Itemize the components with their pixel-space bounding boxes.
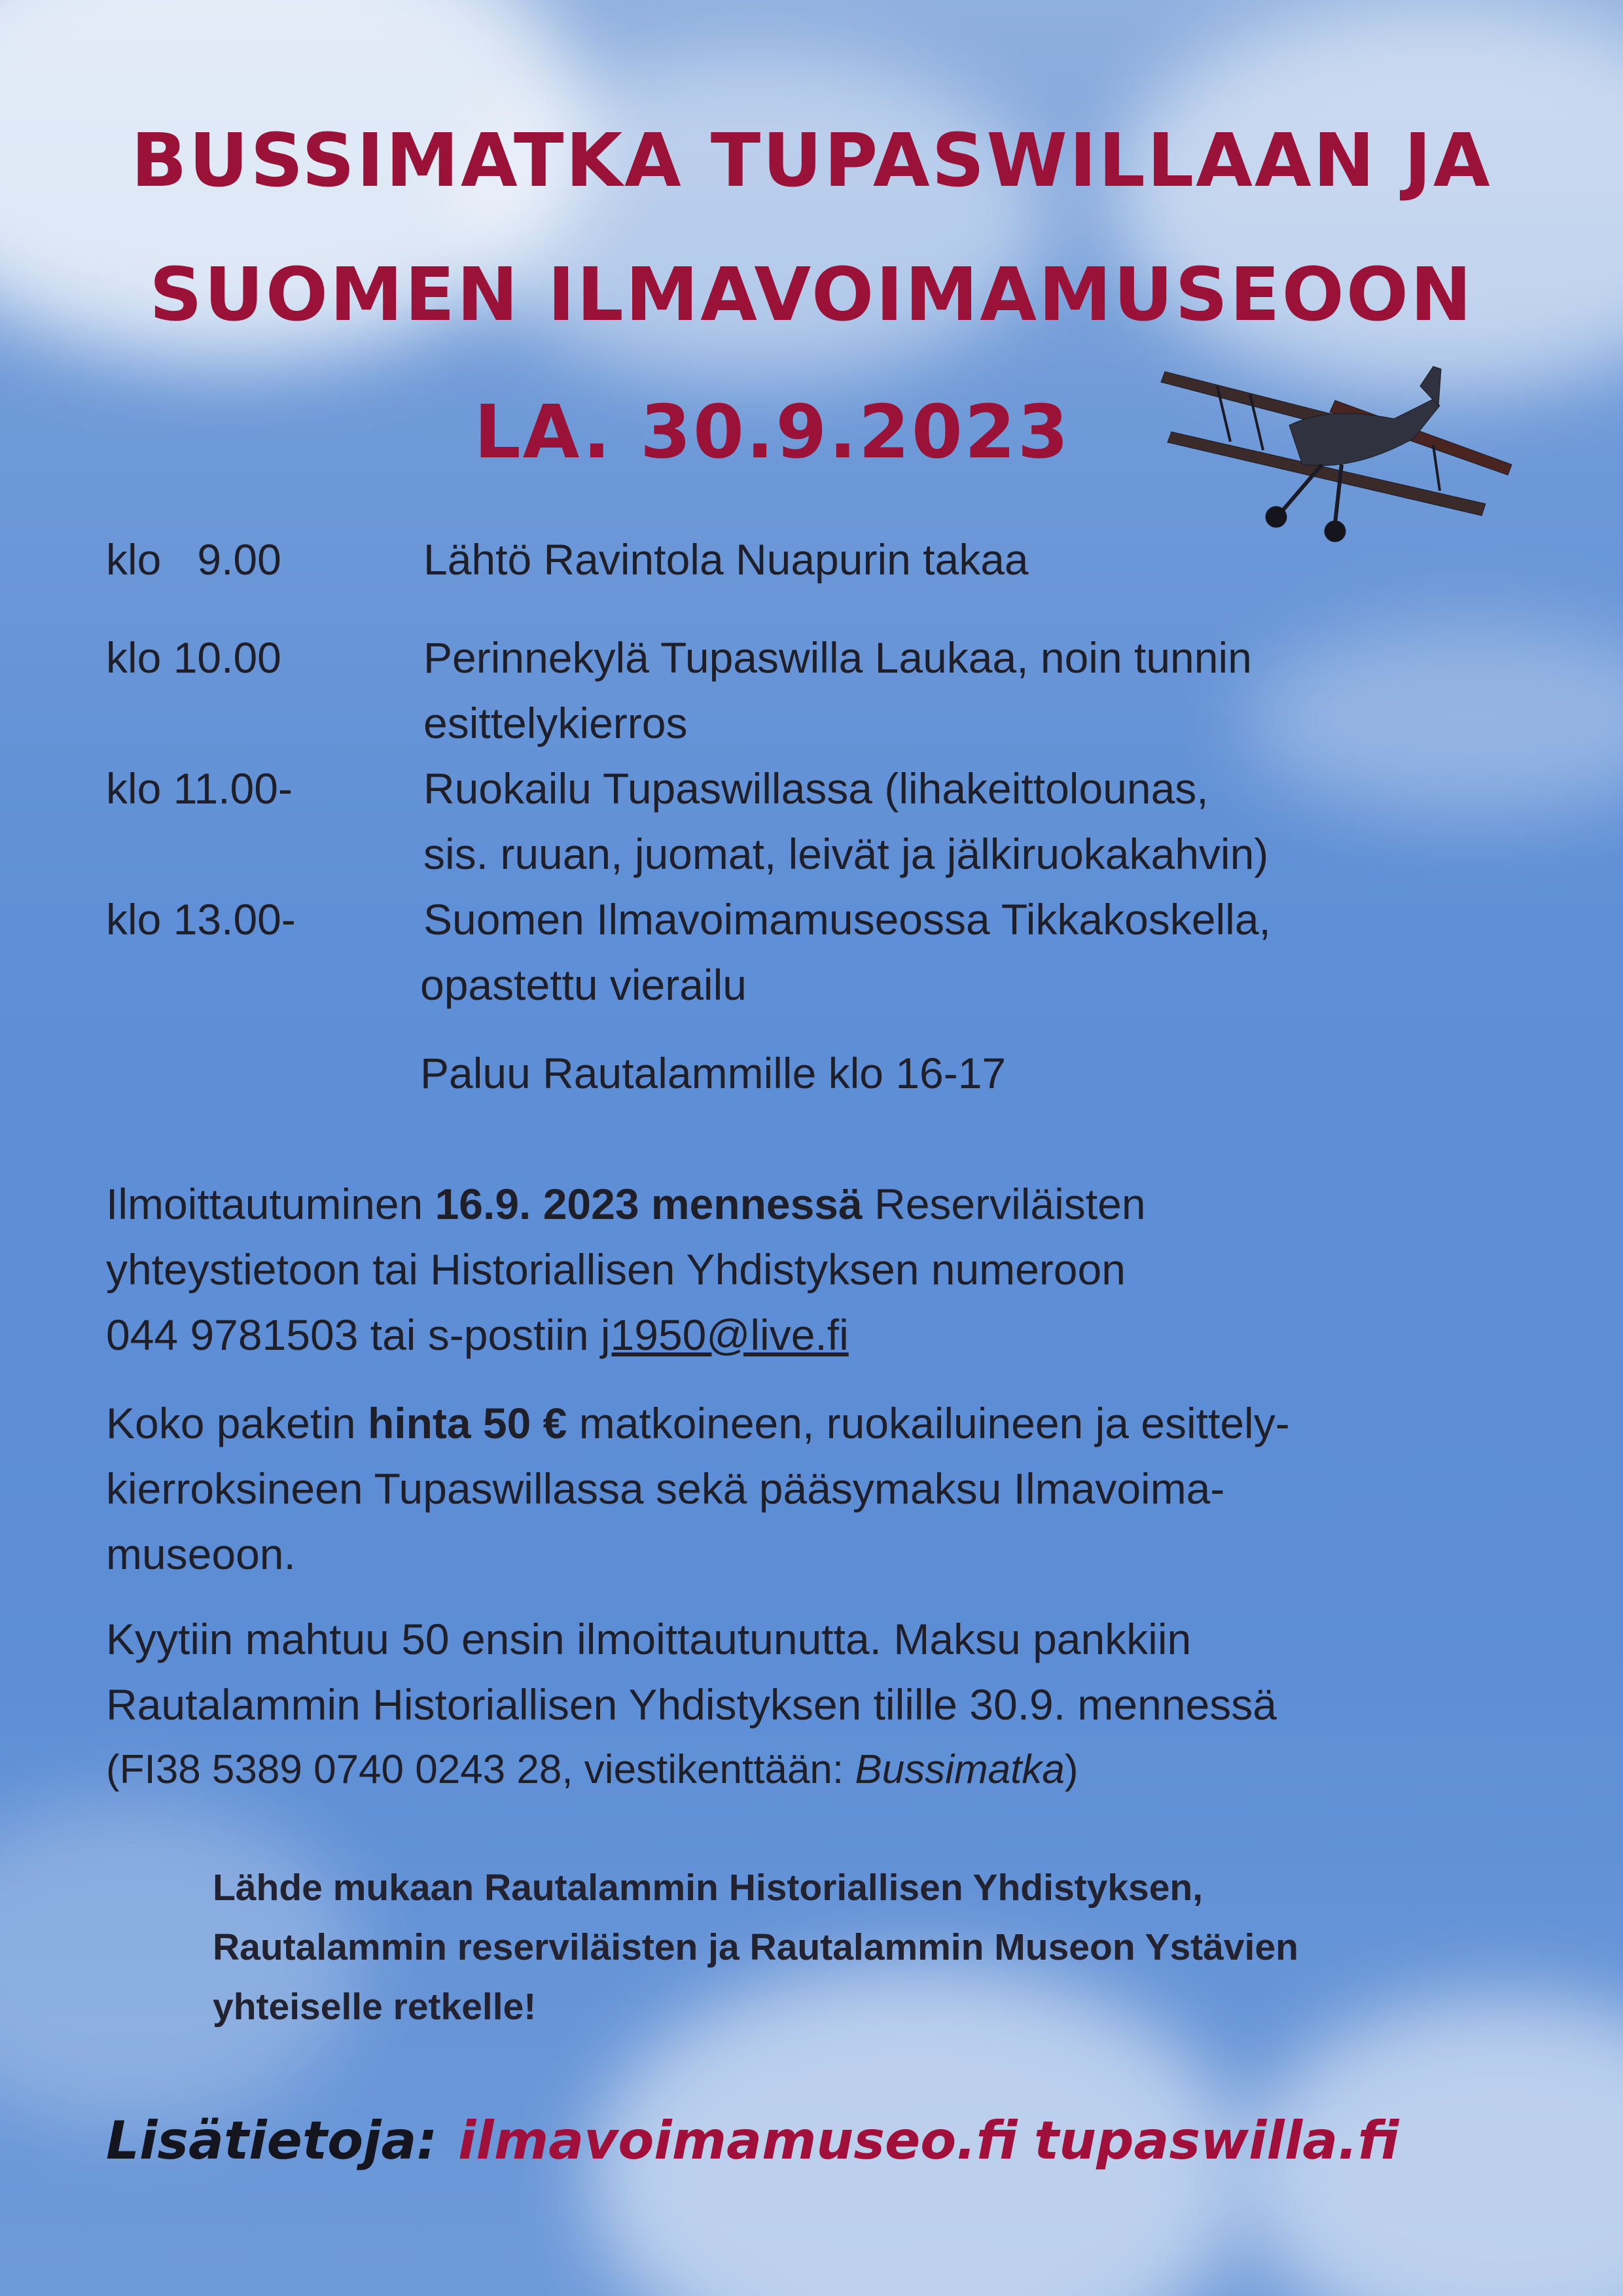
footer-link-tupaswilla[interactable]: tupaswilla.fi xyxy=(1034,2110,1399,2171)
registration-suffix: Reserviläisten xyxy=(862,1180,1146,1228)
title-line-1: BUSSIMATKA TUPASWILLAAN JA xyxy=(131,118,1492,203)
registration-paragraph xyxy=(106,1171,1546,1368)
schedule-time: klo 13.00- xyxy=(106,895,296,944)
payment-line: Rautalammin Historiallisen Yhdistyksen tilille 30.9. mennessä xyxy=(106,1680,1277,1729)
schedule-desc: Lähtö Ravintola Nuapurin takaa xyxy=(423,535,1029,584)
schedule-desc-cont: opastettu vierailu xyxy=(420,961,747,1009)
schedule-time: klo 11.00- xyxy=(106,764,293,813)
price-rest: matkoineen, ruokailuineen ja esittely- xyxy=(567,1399,1290,1447)
registration-phone: 044 9781503 tai s-postiin xyxy=(106,1311,601,1359)
schedule-desc: Ruokailu Tupaswillassa (lihakeittolounas, xyxy=(423,764,1209,813)
schedule-desc: Paluu Rautalammille klo 16-17 xyxy=(420,1049,1007,1097)
event-date: LA. 30.9.2023 xyxy=(474,390,1071,475)
schedule-time: klo 9.00 xyxy=(106,535,281,584)
registration-prefix: Ilmoittautuminen xyxy=(106,1180,435,1228)
price-prefix: Koko paketin xyxy=(106,1399,368,1447)
callout-line: yhteiselle retkelle! xyxy=(213,1986,537,2028)
schedule-desc-cont: sis. ruuan, juomat, leivät ja jälkiruokakahvin) xyxy=(423,830,1269,878)
payment-account-line xyxy=(106,1737,1546,1803)
payment-close: ) xyxy=(1064,1747,1079,1792)
footer-link-ilmavoimamuseo[interactable]: ilmavoimamuseo.fi xyxy=(458,2110,1018,2171)
payment-line: Kyytiin mahtuu 50 ensin ilmoittautunutta. Maksu pankkiin xyxy=(106,1615,1192,1663)
callout xyxy=(213,1858,1489,2037)
price-line xyxy=(106,1390,1546,1456)
registration-line xyxy=(106,1302,1546,1368)
callout-line: Lähde mukaan Rautalammin Historiallisen Yhdistyksen, xyxy=(213,1867,1204,1909)
payment-account: (FI38 5389 0740 0243 28, viestikenttään: xyxy=(106,1747,855,1792)
schedule-desc: Suomen Ilmavoimamuseossa Tikkakoskella, xyxy=(423,895,1271,944)
price-paragraph xyxy=(106,1390,1546,1587)
registration-line: yhteystietoon tai Historiallisen Yhdistyksen numeroon xyxy=(106,1245,1126,1294)
price-line: kierroksineen Tupaswillassa sekä pääsymaksu Ilmavoima- xyxy=(106,1464,1225,1513)
payment-reference: Bussimatka xyxy=(855,1747,1065,1792)
price-amount: hinta 50 € xyxy=(367,1399,567,1447)
title-line-2: SUOMEN ILMAVOIMAMUSEOON xyxy=(149,253,1474,338)
schedule-time: klo 10.00 xyxy=(106,633,281,682)
callout-line: Rautalammin reserviläisten ja Rautalammin Museon Ystävien xyxy=(213,1926,1298,1968)
schedule-desc-cont: esittelykierros xyxy=(423,699,688,747)
price-line: museoon. xyxy=(106,1530,296,1578)
email-link[interactable]: j1950@live.fi xyxy=(600,1311,849,1359)
cloud xyxy=(1243,622,1623,818)
registration-deadline: 16.9. 2023 mennessä xyxy=(435,1180,863,1228)
schedule-desc: Perinnekylä Tupaswilla Laukaa, noin tunnin xyxy=(423,633,1252,682)
payment-paragraph xyxy=(106,1606,1546,1803)
registration-line xyxy=(106,1171,1546,1237)
biplane-icon xyxy=(1158,360,1525,563)
footer-label: Lisätietoja: xyxy=(106,2110,438,2171)
